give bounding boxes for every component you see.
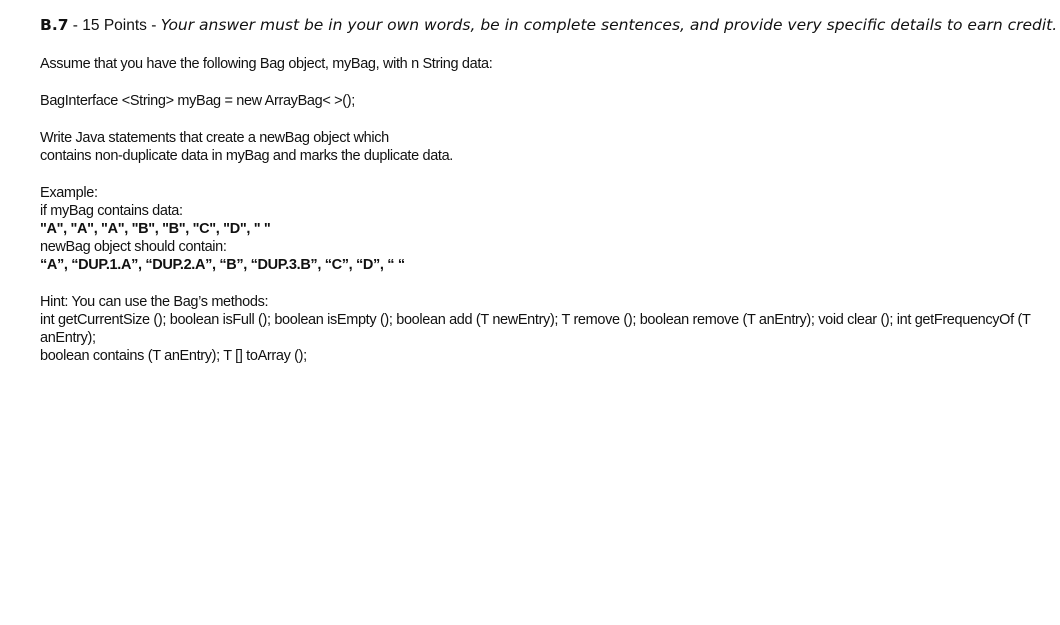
question-heading xyxy=(40,14,1058,37)
example-mybag-data: "A", "A", "A", "B", "B", "C", "D", " " xyxy=(40,221,271,237)
question-page xyxy=(40,14,1058,365)
example-block xyxy=(40,184,1040,274)
task-line-2: contains non-duplicate data in myBag and marks the duplicate data. xyxy=(40,148,453,164)
question-points: - 15 Points - xyxy=(68,17,161,34)
example-if-line: if myBag contains data: xyxy=(40,203,183,219)
task-block xyxy=(40,129,1040,165)
hint-methods-line-2: anEntry); xyxy=(40,330,96,346)
question-number: B.7 xyxy=(40,16,69,34)
task-line-1: Write Java statements that create a newBag object which xyxy=(40,130,389,146)
hint-label: Hint: You can use the Bag’s methods: xyxy=(40,294,269,310)
example-label: Example: xyxy=(40,185,98,201)
hint-block xyxy=(40,293,1040,365)
example-newbag-data: “A”, “DUP.1.A”, “DUP.2.A”, “B”, “DUP.3.B”, “C”, “D”, “ “ xyxy=(40,257,405,273)
hint-methods-line-3: boolean contains (T anEntry); T [] toArray (); xyxy=(40,348,307,364)
code-declaration: BagInterface <String> myBag = new ArrayBag< >(); xyxy=(40,93,355,109)
hint-methods-line-1: int getCurrentSize (); boolean isFull (); boolean isEmpty (); boolean add (T newEntry); T remove (); boolean remove (T anEntry); void clear (); int getFrequencyOf (T xyxy=(40,312,1031,328)
intro-text: Assume that you have the following Bag object, myBag, with n String data: xyxy=(40,56,493,72)
question-instruction: Your answer must be in your own words, be in complete sentences, and provide very specific details to earn credit. xyxy=(160,16,1058,34)
example-newbag-line: newBag object should contain: xyxy=(40,239,227,255)
